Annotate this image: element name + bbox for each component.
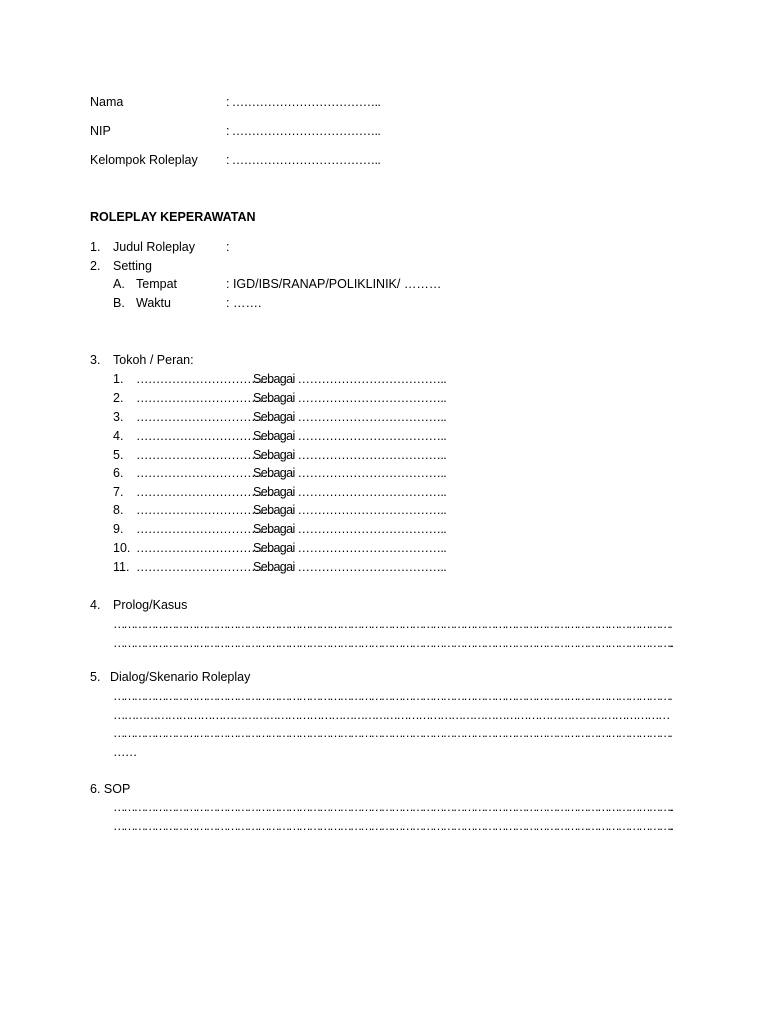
prolog-line: ………………………………………………………………………………………………………………………………………………. bbox=[113, 617, 671, 631]
item-label-dialog: Dialog/Skenario Roleplay bbox=[110, 670, 251, 684]
tokoh-row-name: …………………………….. bbox=[136, 448, 273, 462]
tokoh-row-role: Sebagai ……………………………….. bbox=[253, 466, 447, 480]
item-label-judul: Judul Roleplay bbox=[113, 240, 195, 254]
item-label-sop: 6. SOP bbox=[90, 782, 131, 796]
tokoh-row-number: 3. bbox=[113, 410, 124, 424]
tokoh-row-name: …………………………….. bbox=[136, 485, 273, 499]
item-value-judul: : bbox=[226, 240, 230, 254]
tokoh-row-number: 10. bbox=[113, 541, 131, 555]
tokoh-row-name: …………………………….. bbox=[136, 522, 273, 536]
sop-line: ……………………………………………………………………………………………………………………………………………….. bbox=[113, 819, 672, 833]
subitem-label-waktu: Waktu bbox=[136, 296, 171, 310]
tokoh-row-role: Sebagai ……………………………….. bbox=[253, 522, 447, 536]
tokoh-row-role: Sebagai ……………………………….. bbox=[253, 410, 447, 424]
tokoh-row-role: Sebagai ……………………………….. bbox=[253, 485, 447, 499]
tokoh-row-name: …………………………….. bbox=[136, 503, 273, 517]
tokoh-row-number: 2. bbox=[113, 391, 124, 405]
item-number-tokoh: 3. bbox=[90, 353, 101, 367]
tokoh-row-role: Sebagai ……………………………….. bbox=[253, 448, 447, 462]
field-label-kelompok: Kelompok Roleplay bbox=[90, 153, 198, 167]
tokoh-row-role: Sebagai ……………………………….. bbox=[253, 391, 447, 405]
tokoh-row-name: …………………………….. bbox=[136, 372, 273, 386]
item-number-dialog: 5. bbox=[90, 670, 101, 684]
tokoh-row-name: …………………………….. bbox=[136, 560, 273, 574]
field-label-nama: Nama bbox=[90, 95, 124, 109]
dialog-line: ………………………………………………………………………………………………………………………………………………. bbox=[113, 689, 671, 703]
tokoh-row-role: Sebagai ……………………………….. bbox=[253, 429, 447, 443]
item-label-setting: Setting bbox=[113, 259, 152, 273]
dialog-line: …… bbox=[113, 745, 137, 759]
subitem-label-tempat: Tempat bbox=[136, 277, 177, 291]
field-value-kelompok: : ……………………………….. bbox=[226, 153, 381, 167]
item-label-tokoh: Tokoh / Peran: bbox=[113, 353, 194, 367]
tokoh-row-number: 11. bbox=[113, 560, 130, 574]
item-number-prolog: 4. bbox=[90, 598, 101, 612]
prolog-line: ……………………………………………………………………………………………………………………………………………….. bbox=[113, 636, 672, 650]
tokoh-row-name: …………………………….. bbox=[136, 541, 273, 555]
tokoh-row-role: Sebagai ……………………………….. bbox=[253, 541, 447, 555]
tokoh-row-number: 7. bbox=[113, 485, 124, 499]
subitem-value-waktu: : ……. bbox=[226, 296, 262, 310]
item-number-setting: 2. bbox=[90, 259, 101, 273]
field-label-nip: NIP bbox=[90, 124, 111, 138]
subitem-letter-waktu: B. bbox=[113, 296, 125, 310]
tokoh-row-number: 1. bbox=[113, 372, 124, 386]
dialog-line: ………………………………………………………………………………………………………………………………………………. bbox=[113, 726, 671, 740]
tokoh-row-number: 9. bbox=[113, 522, 124, 536]
tokoh-row-role: Sebagai ……………………………….. bbox=[253, 503, 447, 517]
tokoh-row-number: 8. bbox=[113, 503, 124, 517]
field-value-nama: : ……………………………….. bbox=[226, 95, 381, 109]
dialog-line: ……………………………………………………………………………………………………………………………………… bbox=[113, 708, 669, 722]
tokoh-row-role: Sebagai ……………………………….. bbox=[253, 560, 447, 574]
item-number-judul: 1. bbox=[90, 240, 101, 254]
tokoh-row-number: 5. bbox=[113, 448, 124, 462]
subitem-letter-tempat: A. bbox=[113, 277, 125, 291]
subitem-value-tempat: : IGD/IBS/RANAP/POLIKLINIK/ ……… bbox=[226, 277, 442, 291]
tokoh-row-role: Sebagai ……………………………….. bbox=[253, 372, 447, 386]
tokoh-row-number: 4. bbox=[113, 429, 124, 443]
tokoh-row-number: 6. bbox=[113, 466, 124, 480]
sop-line: ……………………………………………………………………………………………………………………………………………….. bbox=[113, 800, 672, 814]
field-value-nip: : ……………………………….. bbox=[226, 124, 381, 138]
tokoh-row-name: …………………………….. bbox=[136, 429, 273, 443]
tokoh-row-name: …………………………….. bbox=[136, 466, 273, 480]
item-label-prolog: Prolog/Kasus bbox=[113, 598, 188, 612]
tokoh-row-name: …………………………….. bbox=[136, 410, 273, 424]
tokoh-row-name: …………………………….. bbox=[136, 391, 273, 405]
section-title: ROLEPLAY KEPERAWATAN bbox=[90, 210, 256, 224]
